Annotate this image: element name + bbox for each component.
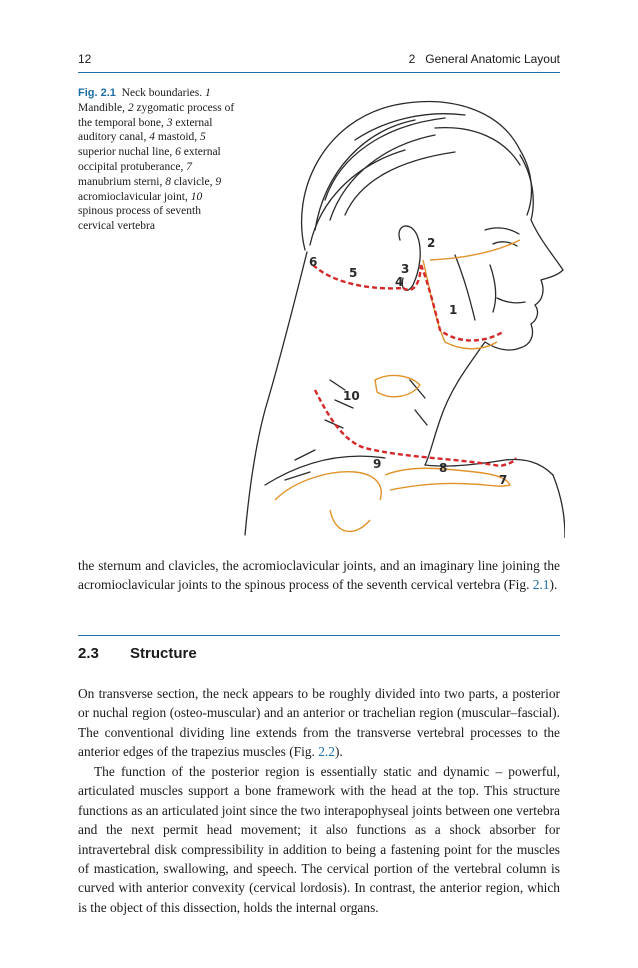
neck-boundaries-illustration bbox=[235, 80, 565, 538]
caption-item-text: superior nuchal line, bbox=[78, 146, 173, 159]
label-10: 10 bbox=[343, 389, 360, 403]
caption-title: Neck boundaries. bbox=[121, 87, 203, 99]
head-outline bbox=[245, 102, 565, 538]
figure-label: Fig. 2.1 bbox=[78, 87, 116, 99]
caption-item-text: manubrium sterni, bbox=[78, 175, 163, 188]
landmark-labels bbox=[309, 236, 507, 487]
caption-item-number: 2 bbox=[127, 101, 134, 114]
caption-item-number: 5 bbox=[200, 131, 206, 144]
label-3: 3 bbox=[401, 262, 410, 276]
figure-ref-2-2[interactable]: 2.2 bbox=[318, 744, 335, 760]
caption-item-text: mastoid, bbox=[157, 131, 198, 144]
label-4: 4 bbox=[395, 275, 404, 289]
label-9: 9 bbox=[373, 457, 382, 471]
label-2: 2 bbox=[427, 236, 436, 250]
caption-item-number: 3 bbox=[166, 116, 173, 129]
caption-item-number: 8 bbox=[165, 175, 171, 188]
caption-item-text: clavicle, bbox=[173, 175, 213, 188]
figure-caption bbox=[78, 86, 238, 234]
header-rule bbox=[78, 72, 560, 73]
label-1: 1 bbox=[449, 303, 458, 317]
label-6: 6 bbox=[309, 255, 318, 269]
caption-item-number: 4 bbox=[149, 131, 155, 144]
label-5: 5 bbox=[349, 266, 358, 280]
caption-item-text: zygomatic process of the temporal bone, bbox=[78, 101, 235, 129]
caption-item-number: 9 bbox=[215, 175, 222, 188]
caption-item-text: external auditory canal, bbox=[78, 116, 213, 144]
paragraph-continuation: the sternum and clavicles, the acromioclavicular joints, and an imaginary line joining the acromioclavicular joints to the spinous process of the seventh cervical vertebra (Fig. 2.1). bbox=[78, 558, 560, 593]
caption-item-number: 1 bbox=[205, 87, 211, 99]
paragraph-structure-2: The function of the posterior region is essentially static and dynamic – powerful, articulated muscles support a bone framework with the head at the top. This structure functions as an articulated joint since the two interapophyseal joints between one vertebra and the next permit head movement; it also functions as a shock absorber for intravertebral disk compressibility in addition to being a fastening point for the muscles of mastication, swallowing, and speech. The cervical portion of the vertebral column is curved with anterior convexity (cervical lordosis). In contrast, the anterior region, which is the object of this dissection, holds the internal organs. bbox=[78, 764, 560, 915]
section-title: Structure bbox=[130, 645, 197, 662]
figure-ref-2-1[interactable]: 2.1 bbox=[532, 577, 550, 593]
section-heading bbox=[78, 645, 197, 662]
caption-item-text: Mandible, bbox=[78, 101, 125, 114]
label-8: 8 bbox=[439, 461, 448, 475]
section-number: 2.3 bbox=[78, 645, 99, 662]
page-number: 12 bbox=[78, 52, 92, 66]
section-rule bbox=[78, 635, 560, 636]
label-7: 7 bbox=[499, 473, 508, 487]
paragraph-structure-1: On transverse section, the neck appears to be roughly divided into two parts, a posterior or nuchal region (osteo-muscular) and an anterior or trachelian region (muscular–fascial). The conventional dividing line extends from the transverse vertebral processes to the anterior edges of the trapezius muscles (Fig. 2.2). bbox=[78, 686, 560, 760]
page-header bbox=[78, 52, 560, 72]
caption-item-number: 6 bbox=[175, 146, 181, 159]
caption-item-number: 10 bbox=[190, 190, 203, 203]
neck-boundary-lines bbox=[313, 265, 515, 466]
caption-item-text: acromioclavicular joint, bbox=[78, 190, 188, 203]
caption-items bbox=[78, 87, 234, 232]
caption-item-number: 7 bbox=[186, 160, 192, 173]
chapter-title: 2 General Anatomic Layout bbox=[408, 52, 560, 66]
caption-item-text: spinous process of seventh cervical vertebra bbox=[78, 205, 201, 233]
caption-item-text: external occipital protuberance, bbox=[78, 146, 221, 173]
